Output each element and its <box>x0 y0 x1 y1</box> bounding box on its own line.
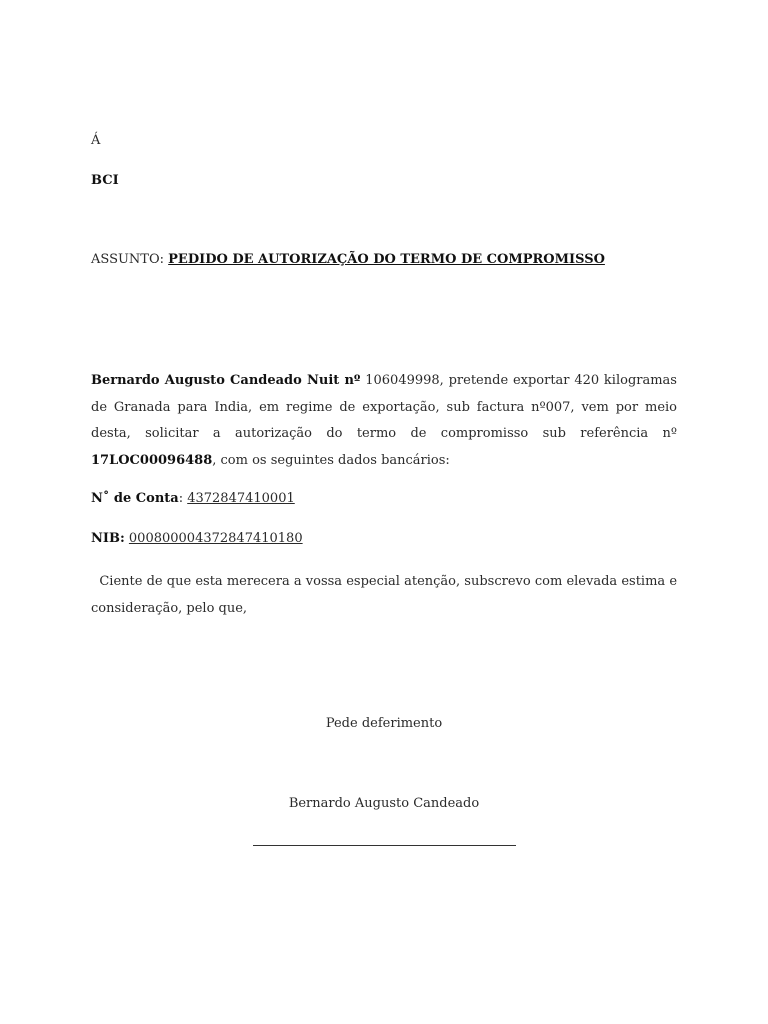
subject-label: ASSUNTO: <box>91 252 169 267</box>
recipient-prefix: Á <box>91 133 101 148</box>
account-separator: : <box>178 491 188 506</box>
account-line <box>91 491 295 506</box>
subject-line <box>91 252 605 267</box>
account-number: 4372847410001 <box>187 491 295 506</box>
body-paragraph <box>91 368 677 474</box>
nib-number: 000800004372847410180 <box>128 531 303 546</box>
signature-line <box>253 845 516 846</box>
nib-line <box>91 531 303 546</box>
body-text-1: 106049998, pretende exportar 420 kilogramas de Granada para India, em regime de exportação, sub factura nº007, vem por meio desta, solicitar a autorização do termo de compromisso sub referência nº <box>91 373 677 441</box>
petition-text: Pede deferimento <box>325 716 443 731</box>
nib-label: NIB: <box>91 531 125 546</box>
recipient-name: BCI <box>91 173 119 188</box>
body-text-2: , com os seguintes dados bancários: <box>212 452 450 468</box>
reference-number: 17LOC00096488 <box>91 452 213 468</box>
subject-text: PEDIDO DE AUTORIZAÇÃO DO TERMO DE COMPROMISSO <box>168 252 605 267</box>
signer-name: Bernardo Augusto Candeado <box>288 796 480 811</box>
account-label: N˚ de Conta <box>91 491 179 506</box>
requester-name: Bernardo Augusto Candeado Nuit nº <box>91 373 361 388</box>
closing-paragraph: Ciente de que esta merecera a vossa especial atenção, subscrevo com elevada estima e consideração, pelo que, <box>91 574 682 616</box>
